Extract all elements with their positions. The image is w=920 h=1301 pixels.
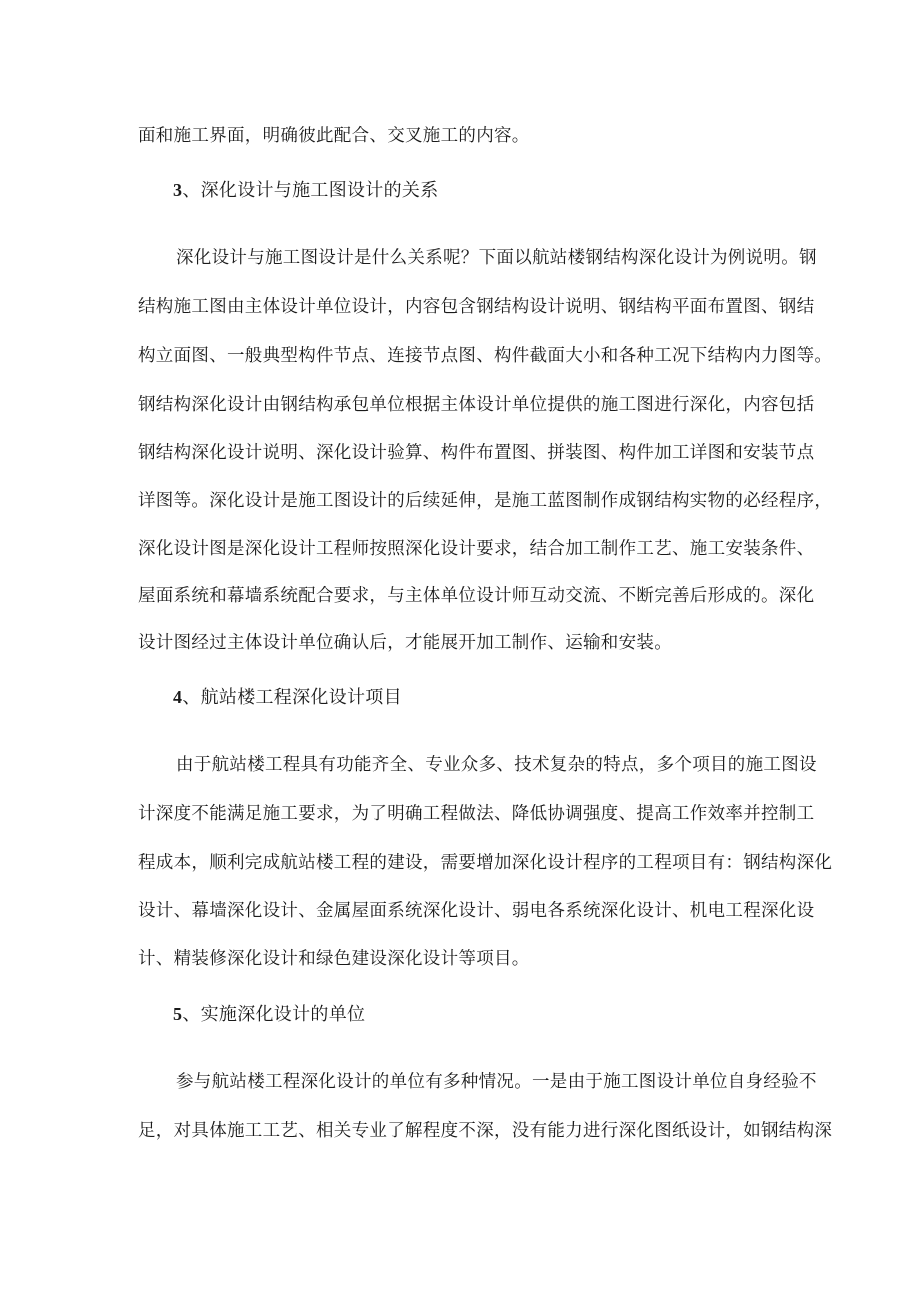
heading-number: 5: [173, 1004, 183, 1024]
paragraph-line: 程成本，顺利完成航站楼工程的建设，需要增加深化设计程序的工程项目有：钢结构深化: [138, 853, 833, 873]
heading-text: 、航站楼工程深化设计项目: [182, 687, 402, 708]
paragraph-line: 面和施工界面，明确彼此配合、交叉施工的内容。: [138, 126, 530, 146]
heading-number: 4: [173, 687, 183, 707]
paragraph-line: 屋面系统和幕墙系统配合要求，与主体单位设计师互动交流、不断完善后形成的。深化: [138, 586, 815, 606]
paragraph-line: 由于航站楼工程具有功能齐全、专业众多、技术复杂的特点，多个项目的施工图设: [176, 755, 817, 775]
paragraph-line: 足，对具体施工工艺、相关专业了解程度不深，没有能力进行深化图纸设计，如钢结构深: [138, 1121, 833, 1141]
paragraph-line: 深化设计与施工图设计是什么关系呢？下面以航站楼钢结构深化设计为例说明。钢: [176, 248, 817, 268]
heading-number: 3: [173, 180, 183, 200]
paragraph-line: 钢结构深化设计说明、深化设计验算、构件布置图、拼装图、构件加工详图和安装节点: [138, 443, 815, 463]
heading-text: 、深化设计与施工图设计的关系: [182, 180, 439, 201]
paragraph-line: 详图等。深化设计是施工图设计的后续延伸，是施工蓝图制作成钢结构实物的必经程序，: [138, 491, 833, 511]
section-heading-4: [173, 685, 402, 710]
heading-text: 、实施深化设计的单位: [182, 1004, 366, 1025]
paragraph-line: 设计、幕墙深化设计、金属屋面系统深化设计、弱电各系统深化设计、机电工程深化设: [138, 901, 815, 921]
section-heading-5: [173, 1002, 365, 1027]
paragraph-line: 设计图经过主体设计单位确认后，才能展开加工制作、运输和安装。: [138, 633, 672, 653]
section-heading-3: [173, 178, 439, 203]
paragraph-line: 结构施工图由主体设计单位设计，内容包含钢结构设计说明、钢结构平面布置图、钢结: [138, 297, 815, 317]
paragraph-line: 构立面图、一般典型构件节点、连接节点图、构件截面大小和各种工况下结构内力图等。: [138, 346, 833, 366]
paragraph-line: 钢结构深化设计由钢结构承包单位根据主体设计单位提供的施工图进行深化，内容包括: [138, 395, 815, 415]
paragraph-line: 参与航站楼工程深化设计的单位有多种情况。一是由于施工图设计单位自身经验不: [176, 1072, 817, 1092]
paragraph-line: 计、精装修深化设计和绿色建设深化设计等项目。: [138, 949, 530, 969]
paragraph-line: 深化设计图是深化设计工程师按照深化设计要求，结合加工制作工艺、施工安装条件、: [138, 539, 815, 559]
paragraph-line: 计深度不能满足施工要求，为了明确工程做法、降低协调强度、提高工作效率并控制工: [138, 804, 815, 824]
